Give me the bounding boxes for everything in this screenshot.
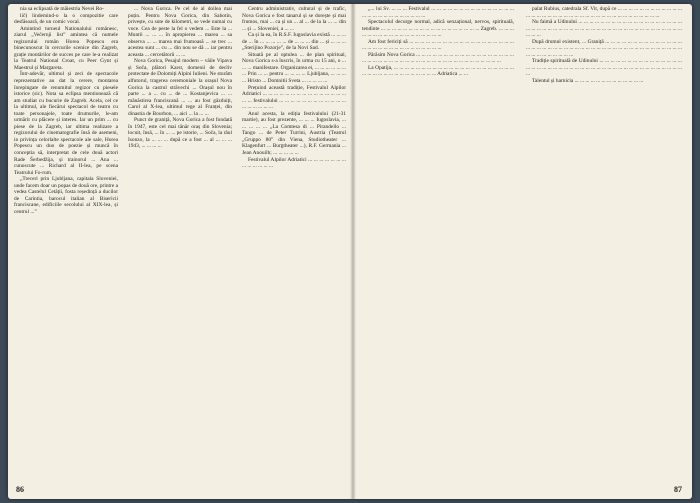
paragraph: Centru administrativ, cultural și de trafic, Nova Gorica e fost tanarul și se dorește și mai frumos, mai ... ca și un ... al ... de la la ... ... din ... și ... Sloveniei, a ... ... <box>242 6 346 32</box>
paragraph: Prețuind această tradiție, Festivalul Alpilor Adriatici ... ... ... ... ... ... ... ... ... ... ... ... ... ... ... ... ... festivalului ... ... ... ... ... ... ... ... ... ... ... ... ... ... ... ... ... ... <box>242 84 346 111</box>
paragraph: „... lui Sv. ... ... ... Festivalul ... ... ... ... ... ... ... ... ... ... ... ... ... ... ... ... ... ... ... ... ... ... ... ... ... ... ... <box>362 6 514 19</box>
paragraph: nia sa eclipsată de măiestria Nevei Ro- <box>20 6 104 12</box>
book-spread <box>8 4 692 499</box>
paragraph: Nova Gorica, Pesajul modern – văile Vipava și Soča, plători Karst, domenii de decliv protectate de Dolomiți Alpini Iulieni. Ne sturăm alfutorul, tragerea ceremoniale la orașul Nova Gorica la castrul străvechi ... Orașul nou în parte ... a ... cu ... de ... Kostanjevica ... ... mănăstirea franciscană ... ... au fost găzduiți, Carol al X-lea, ultimul rege al Franței, din dinastia de Bourbon, ... aici ... la ... ... <box>128 58 232 117</box>
paragraph: Tradiție spirituală de Udinului ... ... ... ... ... ... ... ... ... ... ... ... ... ... ... ... ... ... ... ... ... ... ... ... ... ... ... ... ... ... ... ... ... ... ... ... ... ... ... ... ... ... ... ... ... <box>526 58 682 78</box>
text-column <box>526 6 682 474</box>
paragraph: Părăsim Nova Gorica ... ... ... ... ... ... ... ... ... ... ... ... ... ... ... ... ... ... ... ... ... ... ... ... ... ... ... ... ... ... ... ... ... ... ... ... ... ... ... ... ... ... ... ... <box>362 51 514 65</box>
text-column <box>242 6 346 474</box>
paragraph: Punct de graniță, Nova Gorica a fost fondată în 1947, este cel mai tânăr oraș din Slovenia; locuit, însă, ... în ... ... pe istorie, ... Soča, la râul Isonzo, la ... ... ... după ce a fost ... al ... ... ... 1943, ... ... ... ... <box>128 117 232 150</box>
paragraph: Într-adevăr, ultimul și zeci de spectacole reprezentative au dat la cerere, montarea înrepingate de renumitul regizor cu piesele istorice (sic). Nota sa eclipsa mentionează că am studiat cu bucurie de Zagreb. Acela, cel ce la ultimul, ale fiecărui spectacol de teatru cu toate personajele, toate drumurile, le-am urmărit cu plăcere și interes. Iar un prim ... cu piese de la Zagreb, iar ultima realizare a regizorului de cinematografie însă de asemeni, in privința celorlalte spectacole ale sale, Horea Popescu un duo de poezie și muncă în conceptia să, interpretat de cele două actori Rade Šerbedžija, și trainorul ... Ana ... cunoscute ... Richard al II-lea, pe scena Teatrului Fo-rum. <box>14 71 118 176</box>
paragraph: Ca și la ea, în R.S.F. Iugoslavia există ... ... ... de ... în ... ... ... ... ... de ... ... ... din ... și ... ... ... „Sterijino Pozorje”, de la Novi Sad. <box>242 32 346 52</box>
paragraph: Talentul și harnicia ... ... ... ... ... ... ... ... ... ... ... ... ... <box>532 78 644 85</box>
paragraph: lič) lindemind-o la o compozitie care desfăsoară, de un comic vocal. <box>14 12 118 26</box>
text-column <box>14 6 118 474</box>
paragraph: ... Nova Gorica. Pe cel de al doilea mai puțin. Pentru Nova Gorica, din Sabotin, privește, cu sute de kilometri, se vede numai cu voce. Cea de peste la fel o vedem ... Este la ... Muntii ... ... ... în apropierea ... marea ... sa observa ... ... marea mai frumoasă ... se trec ... acestea sunt ... cu ... din nou se dă ... iar pentru aceasta ... cercetătorii ... ... <box>128 6 232 58</box>
left-page <box>14 6 348 494</box>
paragraph: Anul acesta, la ediția festivalului (21-31 martie), au fost prezente, ... ... ... Iugoslavia, ... ... ... ... ... „La Comtesa di ... Pirandello ... Tango ... de Peter Turrini, Austria (Teatrul „Gruppo 80” din Viena, Studiotheater ... Klagenfurt ... Burgtheater ...), R.F. Germania ... Jean Anouilh; ... ... ... ... ... <box>242 110 346 157</box>
paragraph: „Treceri prin Ljubljana, capitala Sloveniei, unde facem doar un popas de două ore, printre a vedea Castelul Cetății, fosta reședință a ducilor de Carintia, barocul italian al Bisericii franciscane, edificiile secolului al XIX-lea, și centrul ...” <box>14 176 118 215</box>
paragraph: După drumul existent, ... Graniță ... ... ... ... ... ... ... ... ... ... ... ... ... ... ... ... ... ... ... ... ... ... ... ... ... ... ... ... ... ... ... ... ... ... ... ... ... ... ... ... ... ... ... ... ... ... ... ... ... ... ... ... <box>526 38 682 58</box>
paragraph: Spectacolul decurge normal, adică senzațional, nervos, spirituală, tendinte ... ... ... ... ... ... ... ... ... ... ... ... ... ... ... ... ... ... Zagreb. ... ... ... ... ... ... ... ... ... ... ... ... ... ... ... ... ... ... <box>362 19 514 39</box>
page-number: 87 <box>674 485 682 494</box>
paragraph: Nu faimă a Udinului ... ... ... ... ... ... ... ... ... ... ... ... ... ... ... ... ... ... ... ... ... ... ... ... ... ... ... ... ... ... ... ... ... ... ... ... ... ... ... ... ... ... ... ... ... ... ... ... ... ... ... <box>526 19 682 39</box>
book-gutter <box>350 4 356 499</box>
right-page <box>360 6 688 494</box>
paragraph: La Opatija, ... ... ... ... ... ... ... ... ... ... ... ... ... ... ... ... ... ... ... ... ... ... ... ... ... ... ... ... ... ... ... ... ... ... ... ... Adriatica ... ... <box>362 64 514 78</box>
paragraph: Situată pe al optulea ... de plan spiritual, Nova Gorica s-a înscris, în urma cu 15 ani, o ... ... ... manifestare. Organizarea ei, ... ... ... ... ... ... ... Prin ... ... pentru ... ... ... ... Ljubljana, ... ... ... ... Hristo ... Domnitii Sveta ... ... ... ... ... <box>242 51 346 85</box>
paragraph: Festivalul Alpilor Adriatici ... ... ... ... ... ... ... ... ... ... ... ... ... <box>242 156 346 170</box>
paragraph: palat Rubius, catedrala Sf. Vit, după ce ... ... ... ... ... ... ... ... ... ... ... ... ... ... ... ... ... ... ... ... ... ... ... ... ... ... ... ... ... ... ... ... ... ... ... ... ... <box>526 6 682 19</box>
page-number: 86 <box>16 485 24 494</box>
paragraph: Amintind turneul Nationalului românesc, ziarul „Večernji list” amintea că numele regizorului român Horea Popescu era binecunoscut în cercurile scenice din Zagreb, grație montărilor de succes pe care le-a realizat la Teatrul National Croat, cu Peer Gynt și Maestrul și Margareta. <box>14 25 118 71</box>
paragraph: Am fost fericiți să ... ... ... ... ... ... ... ... ... ... ... ... ... ... ... ... ... ... ... ... ... ... ... ... ... ... ... ... ... ... ... ... ... ... <box>362 38 514 52</box>
text-column <box>128 6 232 474</box>
text-column <box>362 6 514 474</box>
